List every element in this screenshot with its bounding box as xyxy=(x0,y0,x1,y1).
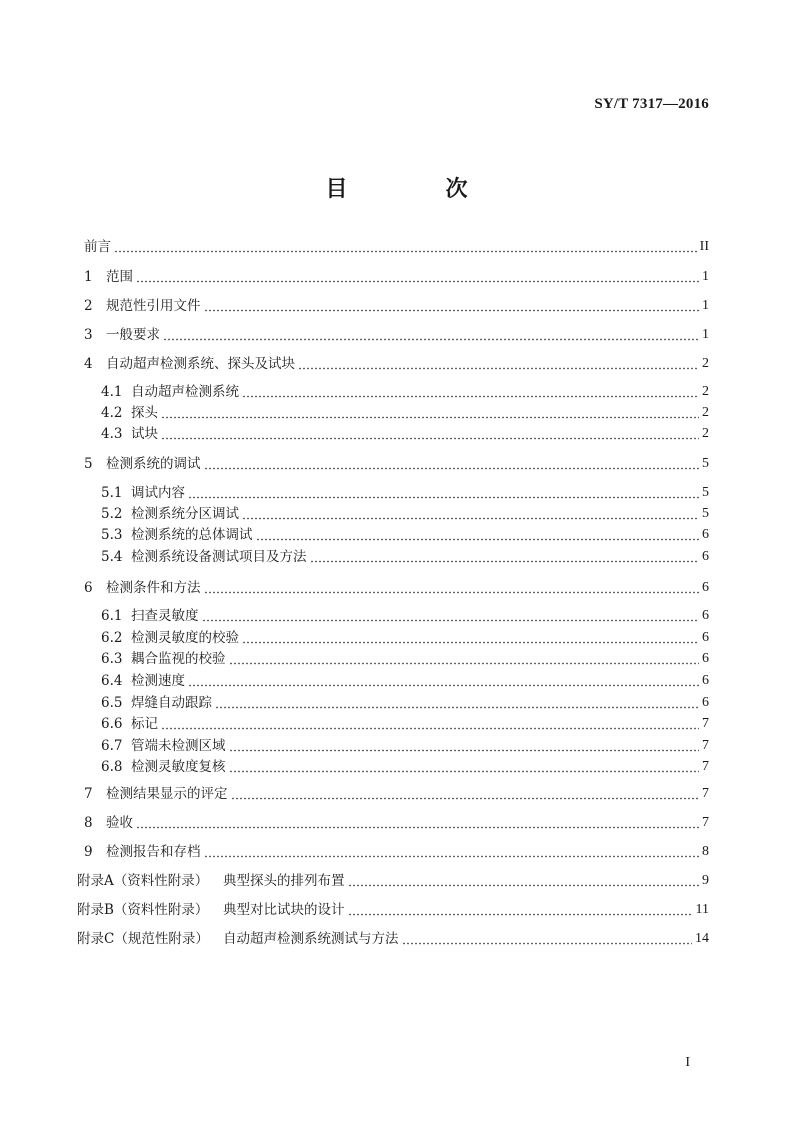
toc-entry[interactable] xyxy=(84,323,709,343)
toc-entry-page: 2 xyxy=(702,426,709,441)
toc-entry-label: 检测系统的总体调试 xyxy=(131,527,253,543)
dot-leader xyxy=(136,273,699,283)
toc-entry-label: 检测报告和存档 xyxy=(106,844,201,860)
toc-entry[interactable] xyxy=(101,604,709,624)
toc-entry-label: 焊缝自动跟踪 xyxy=(131,695,212,711)
toc-entry-label: 一般要求 xyxy=(106,327,160,343)
toc-entry-label: 范围 xyxy=(106,269,133,285)
toc-entry-number: 5 xyxy=(84,456,93,472)
dot-leader xyxy=(310,553,700,563)
toc-entry-label: 检测灵敏度复核 xyxy=(131,759,226,775)
toc-entry[interactable] xyxy=(101,734,709,754)
toc-entry-label: 前言 xyxy=(84,239,111,255)
toc-entry-page: 5 xyxy=(702,485,709,500)
toc-entry[interactable] xyxy=(101,502,709,522)
toc-entry-page: 6 xyxy=(702,673,709,688)
toc-entry-page: 5 xyxy=(702,506,709,521)
toc-entry-page: 7 xyxy=(702,738,709,753)
dot-leader xyxy=(348,877,700,887)
toc-entry[interactable] xyxy=(84,265,709,285)
toc-entry-number: 5.2 xyxy=(101,506,123,522)
toc-entry-page: 14 xyxy=(695,931,709,946)
toc-entry-page: 7 xyxy=(702,815,709,830)
toc-entry-page: 1 xyxy=(702,327,709,342)
toc-entry[interactable] xyxy=(101,669,709,689)
toc-entry-number: 附录A（资料性附录） xyxy=(77,873,209,889)
dot-leader xyxy=(229,742,700,752)
toc-entry-label: 检测结果显示的评定 xyxy=(106,786,228,802)
toc-entry[interactable] xyxy=(77,869,709,889)
toc-entry-page: 2 xyxy=(702,405,709,420)
toc-entry[interactable] xyxy=(84,782,709,802)
toc-entry-number: 3 xyxy=(84,327,93,343)
dot-leader xyxy=(204,460,700,470)
toc-entry-page: 6 xyxy=(702,695,709,710)
toc-entry-page: 6 xyxy=(702,630,709,645)
dot-leader xyxy=(114,243,697,253)
toc-entry-number: 4 xyxy=(84,356,93,372)
toc-entry[interactable] xyxy=(101,523,709,543)
toc-entry-label: 检测系统的调试 xyxy=(106,456,201,472)
toc-entry-page: 2 xyxy=(702,356,709,371)
toc-entry-label: 标记 xyxy=(131,716,158,732)
toc-entry-number: 1 xyxy=(84,269,93,285)
toc-entry[interactable] xyxy=(101,401,709,421)
dot-leader xyxy=(229,763,700,773)
toc-entry[interactable] xyxy=(84,840,709,860)
toc-entry-number: 6.6 xyxy=(101,716,123,732)
toc-entry-page: 6 xyxy=(702,608,709,623)
toc-entry-page: 8 xyxy=(702,844,709,859)
toc-entry-label: 耦合监视的校验 xyxy=(131,651,226,667)
dot-leader xyxy=(242,634,699,644)
toc-entry[interactable] xyxy=(101,755,709,775)
toc-entry-page: 7 xyxy=(702,786,709,801)
toc-entry-label: 典型对比试块的设计 xyxy=(223,902,345,918)
toc-entry[interactable] xyxy=(101,626,709,646)
toc-entry[interactable] xyxy=(101,691,709,711)
toc-entry-page: 5 xyxy=(702,456,709,471)
toc-entry[interactable] xyxy=(84,352,709,372)
toc-entry-label: 检测系统分区调试 xyxy=(131,506,239,522)
toc-entry[interactable] xyxy=(77,898,709,918)
document-code: SY/T 7317—2016 xyxy=(594,96,709,112)
toc-entry-label: 检测灵敏度的校验 xyxy=(131,630,239,646)
toc-entry-label: 验收 xyxy=(106,815,133,831)
toc-entry-number: 6.7 xyxy=(101,738,123,754)
toc-entry-number: 4.2 xyxy=(101,405,123,421)
toc-entry-number: 4.1 xyxy=(101,384,123,400)
toc-entry-label: 管端未检测区域 xyxy=(131,738,226,754)
toc-entry-label: 扫查灵敏度 xyxy=(131,608,199,624)
toc-entry-page: 6 xyxy=(702,580,709,595)
toc-entry-number: 5.4 xyxy=(101,549,123,565)
toc-entry[interactable] xyxy=(101,545,709,565)
dot-leader xyxy=(348,906,693,916)
toc-entry-number: 6.4 xyxy=(101,673,123,689)
toc-entry-number: 6.3 xyxy=(101,651,123,667)
toc-entry[interactable] xyxy=(84,452,709,472)
toc-entry-label: 调试内容 xyxy=(131,485,185,501)
toc-entry-label: 检测系统设备测试项目及方法 xyxy=(131,549,307,565)
toc-entry-number: 附录C（规范性附录） xyxy=(77,931,209,947)
dot-leader xyxy=(204,848,700,858)
toc-entry-page: 2 xyxy=(702,384,709,399)
toc-entry-label: 规范性引用文件 xyxy=(106,298,201,314)
dot-leader xyxy=(231,790,700,800)
toc-entry-number: 6.5 xyxy=(101,695,123,711)
toc-entry-label: 自动超声检测系统 xyxy=(131,384,239,400)
toc-entry-page: 1 xyxy=(702,298,709,313)
toc-entry[interactable] xyxy=(101,380,709,400)
toc-entry-label: 自动超声检测系统、探头及试块 xyxy=(106,356,295,372)
toc-entry-number: 4.3 xyxy=(101,426,123,442)
toc-entry-label: 自动超声检测系统测试与方法 xyxy=(223,931,399,947)
toc-entry-number: 6.8 xyxy=(101,759,123,775)
dot-leader xyxy=(161,409,699,419)
toc-entry-label: 检测条件和方法 xyxy=(106,580,201,596)
toc-entry[interactable] xyxy=(101,422,709,442)
toc-entry-number: 5.1 xyxy=(101,485,123,501)
dot-leader xyxy=(242,388,699,398)
toc-entry-page: 11 xyxy=(695,902,709,917)
toc-entry-page: 7 xyxy=(702,716,709,731)
toc-entry-page: 7 xyxy=(702,759,709,774)
toc-entry-number: 2 xyxy=(84,298,93,314)
page-number: I xyxy=(685,1055,690,1070)
dot-leader xyxy=(402,935,693,945)
dot-leader xyxy=(298,360,699,370)
dot-leader xyxy=(215,699,699,709)
toc-entry-label: 探头 xyxy=(131,405,158,421)
dot-leader xyxy=(202,612,700,622)
toc-entry-label: 典型探头的排列布置 xyxy=(223,873,345,889)
toc-entry[interactable] xyxy=(77,927,709,947)
dot-leader xyxy=(163,331,699,341)
toc-entry-number: 6.2 xyxy=(101,630,123,646)
toc-entry[interactable] xyxy=(84,294,709,314)
toc-entry-page: 6 xyxy=(702,549,709,564)
dot-leader xyxy=(204,302,700,312)
toc-entry-label: 检测速度 xyxy=(131,673,185,689)
toc-entry-number: 7 xyxy=(84,786,93,802)
dot-leader xyxy=(136,819,699,829)
dot-leader xyxy=(204,584,700,594)
toc-entry[interactable] xyxy=(101,647,709,667)
toc-entry-number: 附录B（资料性附录） xyxy=(77,902,209,918)
dot-leader xyxy=(229,655,700,665)
toc-entry-page: 6 xyxy=(702,527,709,542)
dot-leader xyxy=(188,677,699,687)
toc-entry-page: 1 xyxy=(702,269,709,284)
toc-entry-label: 试块 xyxy=(131,426,158,442)
page-title: 目 次 xyxy=(325,177,506,202)
dot-leader xyxy=(242,510,699,520)
dot-leader xyxy=(161,430,699,440)
toc-entry[interactable] xyxy=(101,712,709,732)
toc-entry[interactable] xyxy=(84,235,709,255)
toc-entry-number: 6 xyxy=(84,580,93,596)
dot-leader xyxy=(188,489,699,499)
dot-leader xyxy=(161,720,699,730)
dot-leader xyxy=(256,531,700,541)
toc-entry[interactable] xyxy=(101,481,709,501)
toc-entry-page: 9 xyxy=(702,873,709,888)
toc-entry-number: 5.3 xyxy=(101,527,123,543)
toc-entry-number: 8 xyxy=(84,815,93,831)
toc-entry[interactable] xyxy=(84,811,709,831)
toc-entry-page: 6 xyxy=(702,651,709,666)
toc-entry-number: 9 xyxy=(84,844,93,860)
toc-entry[interactable] xyxy=(84,576,709,596)
toc-entry-number: 6.1 xyxy=(101,608,123,624)
toc-entry-page: II xyxy=(699,239,709,254)
